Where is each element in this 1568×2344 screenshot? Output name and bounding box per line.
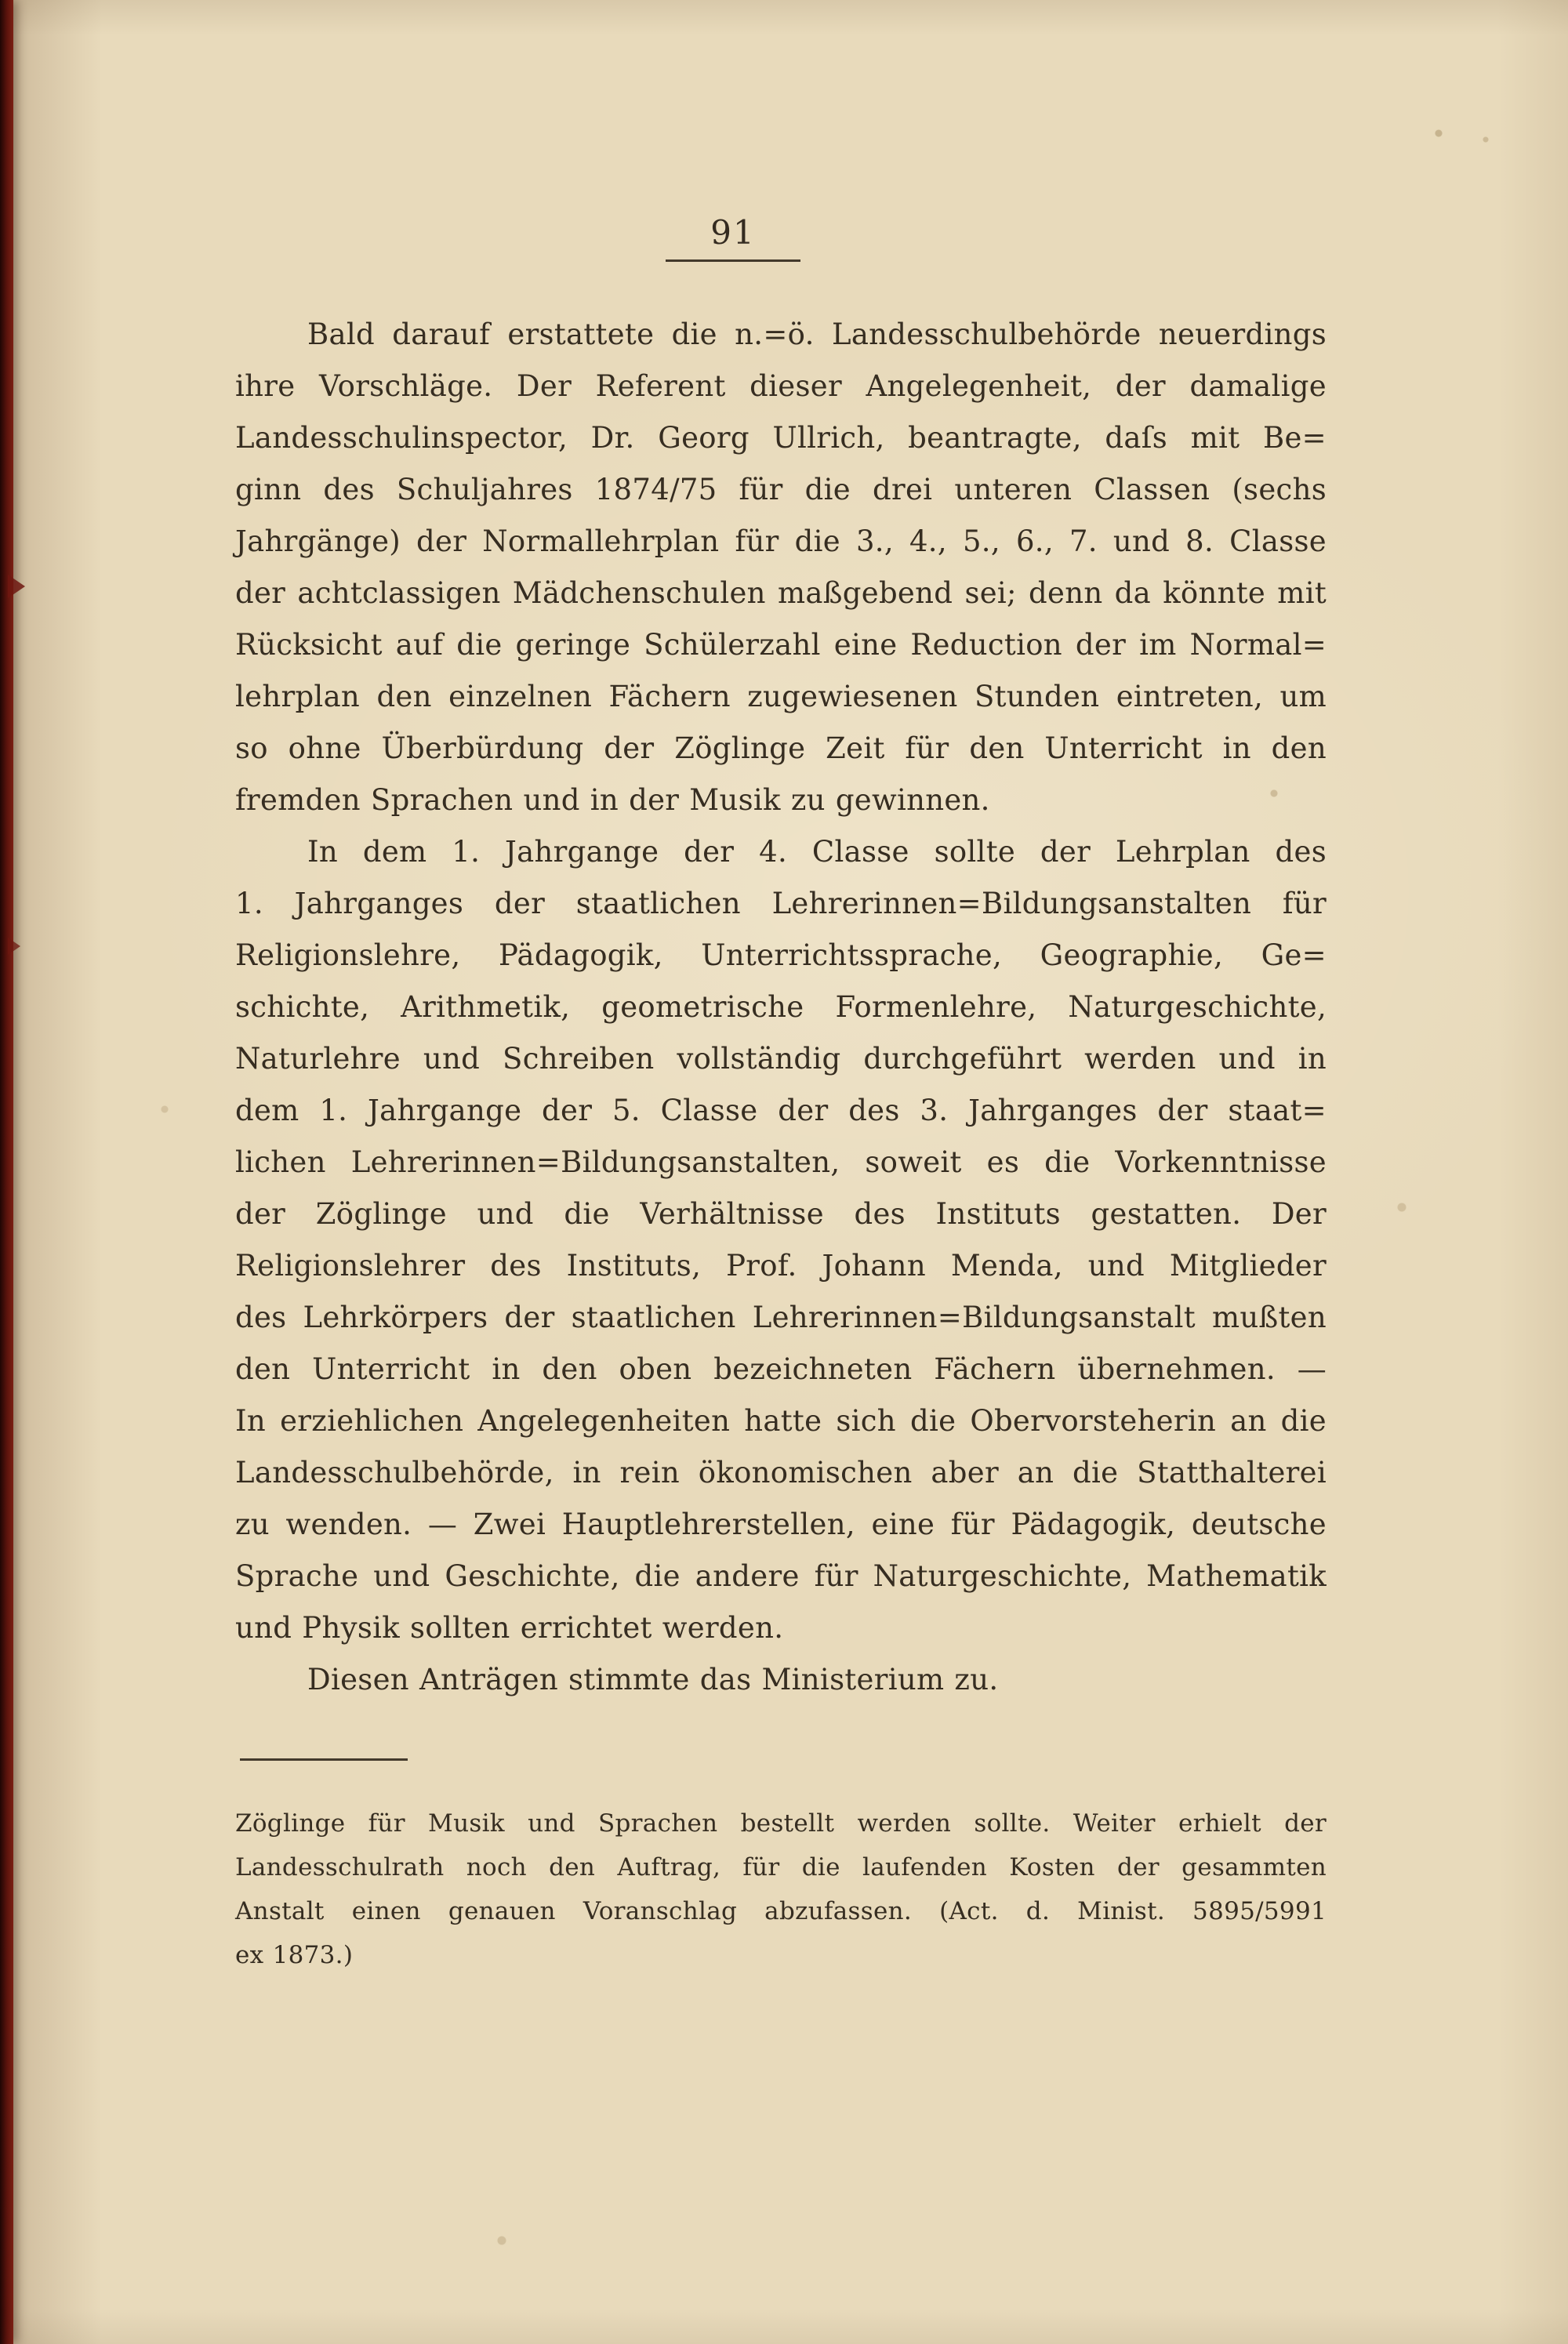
text-line: ex 1873.) [235, 1941, 354, 1969]
text-line: der Zöglinge und die Verhältnisse des Instituts gestatten. Der [235, 1197, 1327, 1231]
text-line: schichte, Arithmetik, geometrische Formenlehre, Naturgeschichte, [235, 990, 1327, 1024]
text-line: Jahrgänge) der Normallehrplan für die 3., 4., 5., 6., 7. und 8. Classe [235, 524, 1327, 558]
text-line: Religionslehre, Pädagogik, Unterrichtssprache, Geographie, Ge= [235, 938, 1327, 972]
text-line: ginn des Schuljahres 1874/75 für die drei unteren Classen (sechs [235, 473, 1327, 506]
text-line: Landesschulbehörde, in rein ökonomischen aber an die Statthalterei [235, 1456, 1327, 1489]
text-line: fremden Sprachen und in der Musik zu gewinnen. [235, 783, 990, 817]
body-text-block [235, 309, 1327, 1706]
footnote-block [235, 1802, 1327, 1977]
text-line: zu wenden. — Zwei Hauptlehrerstellen, eine für Pädagogik, deutsche [235, 1508, 1327, 1541]
text-line: Landesschulinspector, Dr. Georg Ullrich, beantragte, daſs mit Be= [235, 421, 1327, 455]
text-line: der achtclassigen Mädchenschulen maßgebend sei; denn da könnte mit [235, 576, 1327, 610]
text-line: Anstalt einen genauen Voranschlag abzufassen. (Act. d. Minist. 5895/5991 [235, 1897, 1327, 1925]
text-line: In dem 1. Jahrgange der 4. Classe sollte der Lehrplan des [307, 835, 1327, 869]
text-line: lehrplan den einzelnen Fächern zugewiesenen Stunden eintreten, um [235, 680, 1327, 713]
text-line: Zöglinge für Musik und Sprachen bestellt werden sollte. Weiter erhielt der [235, 1809, 1327, 1838]
page-number-rule [666, 259, 800, 262]
text-line: Landesschulrath noch den Auftrag, für die laufenden Kosten der gesammten [235, 1853, 1327, 1881]
page-header [188, 213, 1278, 262]
text-line: Sprache und Geschichte, die andere für Naturgeschichte, Mathematik [235, 1559, 1327, 1593]
text-line: Religionslehrer des Instituts, Prof. Johann Menda, und Mitglieder [235, 1249, 1327, 1283]
binding-mark [8, 938, 20, 955]
text-line: ihre Vorschläge. Der Referent dieser Angelegenheit, der damalige [235, 369, 1327, 403]
page-number: 91 [710, 213, 756, 252]
text-line: Rücksicht auf die geringe Schülerzahl eine Reduction der im Normal= [235, 628, 1327, 662]
binding-edge [0, 0, 13, 2344]
text-line: lichen Lehrerinnen=Bildungsanstalten, soweit es die Vorkenntnisse [235, 1145, 1327, 1179]
text-line: Bald darauf erstattete die n.=ö. Landesschulbehörde neuerdings [307, 317, 1327, 351]
text-line: des Lehrkörpers der staatlichen Lehrerinnen=Bildungsanstalt mußten [235, 1301, 1327, 1334]
text-line: Naturlehre und Schreiben vollständig durchgeführt werden und in [235, 1042, 1327, 1076]
text-line: In erziehlichen Angelegenheiten hatte sich die Obervorsteherin an die [235, 1404, 1327, 1438]
binding-mark [8, 575, 25, 598]
text-line: Diesen Anträgen stimmte das Ministerium zu. [307, 1663, 999, 1696]
text-line: den Unterricht in den oben bezeichneten Fächern übernehmen. — [235, 1352, 1327, 1386]
text-line: und Physik sollten errichtet werden. [235, 1611, 784, 1645]
footnote-separator-rule [240, 1758, 408, 1761]
text-line: so ohne Überbürdung der Zöglinge Zeit für den Unterricht in den [235, 731, 1327, 765]
text-line: 1. Jahrganges der staatlichen Lehrerinnen=Bildungsanstalten für [235, 887, 1327, 920]
text-line: dem 1. Jahrgange der 5. Classe der des 3. Jahrganges der staat= [235, 1094, 1327, 1127]
